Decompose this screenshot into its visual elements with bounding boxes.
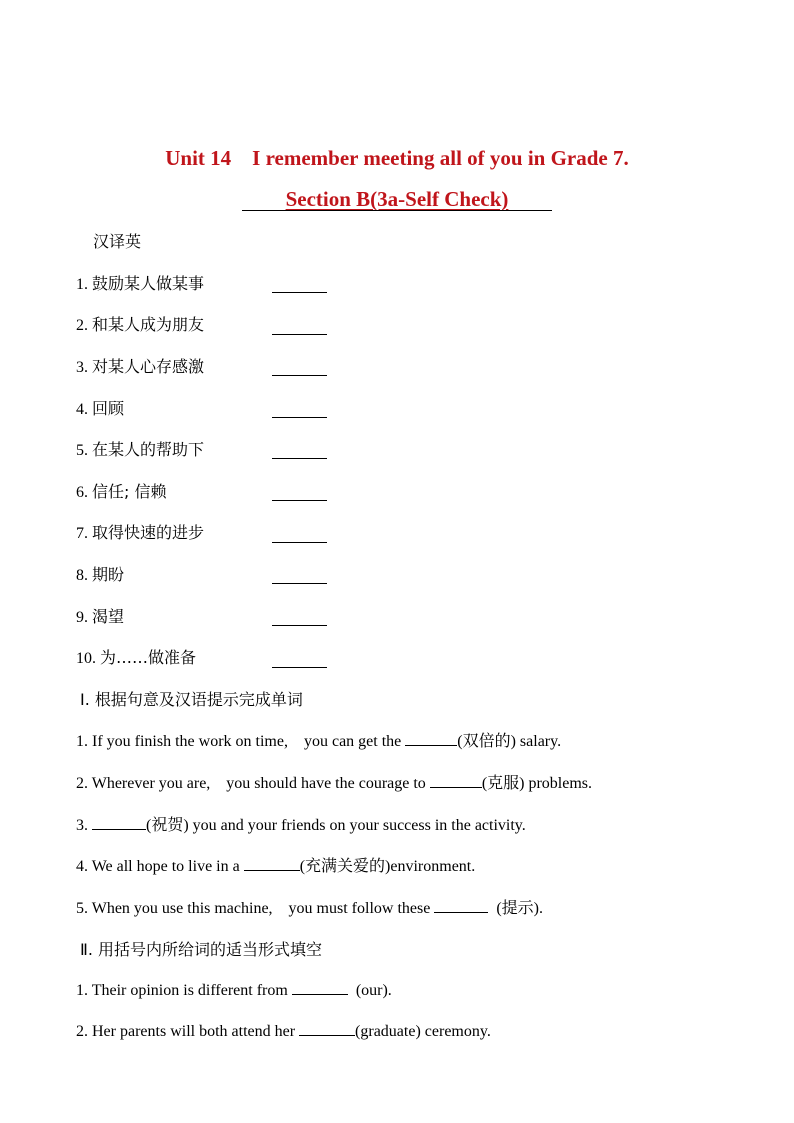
question-text: 4. We all hope to live in a xyxy=(76,858,244,875)
question-hint: (graduate) ceremony. xyxy=(355,1023,491,1040)
section2-heading: Ⅱ. 用括号内所给词的适当形式填空 xyxy=(80,940,323,959)
item-number: 1. xyxy=(76,276,88,293)
question-hint: (双倍的) salary. xyxy=(457,733,562,750)
question-1 xyxy=(76,731,561,753)
answer-blank[interactable] xyxy=(272,278,327,293)
item-text: 为……做准备 xyxy=(100,648,197,667)
answer-blank[interactable] xyxy=(272,361,327,376)
page-title: Unit 14 I remember meeting all of you in Grade 7. xyxy=(165,146,629,170)
subtitle-text: Section B(3a-Self Check) xyxy=(285,187,509,211)
item-text: 对某人心存感激 xyxy=(92,357,205,376)
vocab-item xyxy=(76,273,204,296)
answer-blank[interactable] xyxy=(430,773,482,788)
answer-blank[interactable] xyxy=(92,815,146,830)
question-text: 5. When you use this machine, you must follow these xyxy=(76,900,435,917)
question-2 xyxy=(76,1021,491,1043)
item-text: 取得快速的进步 xyxy=(92,523,205,542)
question-3 xyxy=(76,815,526,837)
section1-heading: Ⅰ. 根据句意及汉语提示完成单词 xyxy=(80,690,303,709)
question-2 xyxy=(76,773,592,795)
answer-blank[interactable] xyxy=(434,898,488,913)
item-number: 3. xyxy=(76,359,88,376)
item-number: 4. xyxy=(76,401,88,418)
answer-blank[interactable] xyxy=(272,528,327,543)
answer-blank[interactable] xyxy=(272,320,327,335)
item-text: 渴望 xyxy=(92,607,125,626)
answer-blank[interactable] xyxy=(292,980,348,995)
item-number: 5. xyxy=(76,442,88,459)
question-text: 2. Wherever you are, you should have the courage to xyxy=(76,775,430,792)
vocab-item xyxy=(76,481,166,504)
question-text: 3. xyxy=(76,817,92,834)
question-hint: (祝贺) you and your friends on your success in the activity. xyxy=(146,817,526,834)
item-text: 期盼 xyxy=(92,565,125,584)
question-hint: (提示). xyxy=(488,900,543,917)
question-1 xyxy=(76,980,392,1002)
section-subtitle xyxy=(0,187,794,212)
question-text: 2. Her parents will both attend her xyxy=(76,1023,300,1040)
question-hint: (our). xyxy=(347,982,392,999)
answer-blank[interactable] xyxy=(272,611,327,626)
answer-blank[interactable] xyxy=(272,569,327,584)
vocab-heading: 汉译英 xyxy=(93,232,142,251)
item-number: 9. xyxy=(76,609,88,626)
item-number: 7. xyxy=(76,525,88,542)
vocab-item xyxy=(76,564,124,587)
item-number: 8. xyxy=(76,567,88,584)
answer-blank[interactable] xyxy=(272,403,327,418)
vocab-item xyxy=(76,439,204,462)
answer-blank[interactable] xyxy=(244,856,300,871)
answer-blank[interactable] xyxy=(272,486,327,501)
question-hint: (充满关爱的)environment. xyxy=(299,858,476,875)
question-hint: (克服) problems. xyxy=(481,775,593,792)
answer-blank[interactable] xyxy=(272,653,327,668)
item-text: 鼓励某人做某事 xyxy=(92,274,205,293)
vocab-item xyxy=(76,314,204,337)
subtitle-underline xyxy=(242,210,552,211)
vocab-item xyxy=(76,398,124,421)
item-number: 6. xyxy=(76,484,88,501)
item-text: 在某人的帮助下 xyxy=(92,440,205,459)
item-text: 信任; 信赖 xyxy=(92,482,167,501)
vocab-item xyxy=(76,606,124,629)
question-text: 1. If you finish the work on time, you can get the xyxy=(76,733,406,750)
question-5 xyxy=(76,898,543,920)
vocab-item xyxy=(76,522,204,545)
vocab-item xyxy=(76,356,204,379)
item-text: 和某人成为朋友 xyxy=(92,315,205,334)
answer-blank[interactable] xyxy=(405,731,457,746)
item-number: 10. xyxy=(76,650,96,667)
answer-blank[interactable] xyxy=(272,444,327,459)
question-text: 1. Their opinion is different from xyxy=(76,982,292,999)
item-text: 回顾 xyxy=(92,399,125,418)
answer-blank[interactable] xyxy=(299,1021,355,1036)
question-4 xyxy=(76,856,475,878)
item-number: 2. xyxy=(76,317,88,334)
vocab-item xyxy=(76,647,196,670)
